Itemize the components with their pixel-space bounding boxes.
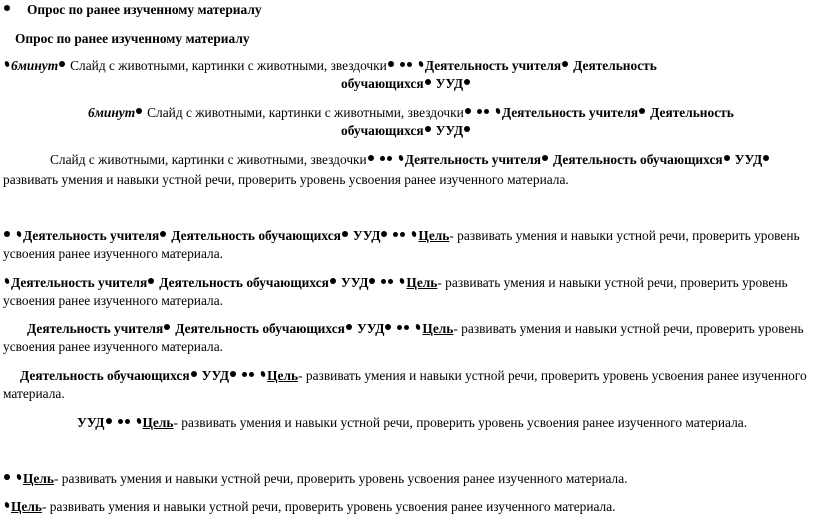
bullet-icon xyxy=(404,325,409,330)
minutes-label: 6минут xyxy=(11,58,59,73)
bullet-icon xyxy=(16,230,22,237)
goal-label: Цель xyxy=(418,228,450,243)
bullet-icon xyxy=(464,126,470,132)
bullet-icon xyxy=(148,278,154,284)
bullet-icon xyxy=(230,371,236,377)
line-3b xyxy=(341,76,471,92)
bullet-icon xyxy=(242,372,247,377)
bullet-icon xyxy=(160,231,166,237)
goal-tail: усвоения ранее изученного материала. xyxy=(3,293,223,308)
line-4b xyxy=(341,123,471,139)
bullet-icon xyxy=(136,108,142,114)
teacher-label: Деятельность учителя xyxy=(23,228,160,243)
line-9a xyxy=(20,368,807,384)
goal-text: - развивать умения и навыки устной речи, проверить уровень усвоения ранее изученного xyxy=(298,368,807,383)
bullet-icon xyxy=(398,154,404,161)
goal-text: - развивать умения и навыки устной речи, проверить уровень xyxy=(453,321,804,336)
bullet-icon xyxy=(484,109,489,114)
line-11 xyxy=(3,471,628,487)
bullet-icon xyxy=(346,324,352,330)
uud-label: УУД xyxy=(435,123,464,138)
students-full-label: Деятельность обучающихся xyxy=(175,321,345,336)
heading-2: Опрос по ранее изученному материалу xyxy=(15,31,250,46)
line-5b xyxy=(3,172,569,188)
goal-label: Цель xyxy=(422,321,454,336)
bullet-icon xyxy=(191,371,197,377)
bullet-icon xyxy=(465,108,471,114)
bullet-icon xyxy=(562,61,568,67)
students-full-label: Деятельность обучающихся xyxy=(553,152,723,167)
line-2 xyxy=(15,31,250,47)
bullet-icon xyxy=(425,126,431,132)
bullet-icon xyxy=(125,419,130,424)
bullet-icon xyxy=(418,60,424,67)
uud-label: УУД xyxy=(352,228,381,243)
bullet-icon xyxy=(477,109,482,114)
bullet-icon xyxy=(4,277,10,284)
uud-label: УУД xyxy=(201,368,230,383)
bullet-icon xyxy=(400,232,405,237)
line-7a xyxy=(3,275,788,291)
line-7b xyxy=(3,293,223,309)
bullet-icon xyxy=(400,62,405,67)
bullet-icon xyxy=(399,277,405,284)
bullet-icon xyxy=(542,155,548,161)
students-label: Деятельность xyxy=(573,58,657,73)
bullet-icon xyxy=(164,324,170,330)
bullet-icon xyxy=(4,60,10,67)
students-word: обучающихся xyxy=(341,76,424,91)
bullet-icon xyxy=(411,230,417,237)
bullet-icon xyxy=(342,231,348,237)
line-9b xyxy=(3,386,65,402)
goal-label: Цель xyxy=(11,499,42,514)
goal-label: Цель xyxy=(23,471,54,486)
students-full-label: Деятельность обучающихся xyxy=(20,368,190,383)
goal-label: Цель xyxy=(406,275,438,290)
bullet-icon xyxy=(260,370,266,377)
bullet-icon xyxy=(4,474,10,480)
line-4a xyxy=(88,105,734,121)
goal-body: развивать умения и навыки устной речи, проверить уровень усвоения ранее изученного материала. xyxy=(3,172,569,187)
heading-1: Опрос по ранее изученному материалу xyxy=(27,2,262,17)
bullet-icon xyxy=(385,324,391,330)
bullet-icon xyxy=(381,279,386,284)
line-10 xyxy=(77,415,747,431)
uud-label: УУД xyxy=(77,415,105,430)
goal-label: Цель xyxy=(267,368,299,383)
students-word: обучающихся xyxy=(341,123,424,138)
goal-tail: усвоения ранее изученного материала. xyxy=(3,246,223,261)
teacher-label: Деятельность учителя xyxy=(501,105,639,120)
line-6b xyxy=(3,246,223,262)
line-12 xyxy=(3,499,616,515)
bullet-icon xyxy=(106,418,112,424)
bullet-icon xyxy=(763,155,769,161)
minutes-label: 6минут xyxy=(88,105,136,120)
bullet-icon xyxy=(16,473,22,480)
line-8a xyxy=(27,321,804,337)
goal-text: - развивать умения и навыки устной речи, проверить уровень усвоения ранее изученного материала. xyxy=(53,471,628,486)
bullet-icon xyxy=(4,501,10,508)
goal-text: - развивать умения и навыки устной речи, проверить уровень усвоения ранее изученного материала. xyxy=(41,499,616,514)
bullet-icon xyxy=(330,278,336,284)
uud-label: УУД xyxy=(734,152,763,167)
bullet-icon xyxy=(464,79,470,85)
bullet-icon xyxy=(393,232,398,237)
teacher-label: Деятельность учителя xyxy=(27,321,164,336)
bullet-icon xyxy=(136,417,142,424)
bullet-icon xyxy=(4,231,10,237)
teacher-label: Деятельность учителя xyxy=(404,152,542,167)
bullet-icon xyxy=(397,325,402,330)
bullet-icon xyxy=(381,231,387,237)
line-1 xyxy=(3,2,262,18)
uud-label: УУД xyxy=(435,76,464,91)
bullet-icon xyxy=(249,372,254,377)
bullet-icon xyxy=(388,279,393,284)
goal-tail: усвоения ранее изученного материала. xyxy=(3,339,223,354)
bullet-icon xyxy=(724,155,730,161)
students-full-label: Деятельность обучающихся xyxy=(159,275,329,290)
bullet-icon xyxy=(4,5,10,11)
bullet-icon xyxy=(369,278,375,284)
goal-text: - развивать умения и навыки устной речи, проверить уровень xyxy=(449,228,800,243)
bullet-icon xyxy=(387,156,392,161)
slide-text: Слайд с животными, картинки с животными, звездочки xyxy=(147,105,464,120)
bullet-icon xyxy=(425,79,431,85)
uud-label: УУД xyxy=(340,275,369,290)
slide-text: Слайд с животными, картинки с животными, звездочки xyxy=(70,58,387,73)
teacher-label: Деятельность учителя xyxy=(424,58,562,73)
goal-text: - развивать умения и навыки устной речи, проверить уровень xyxy=(437,275,788,290)
bullet-icon xyxy=(415,323,421,330)
line-5a xyxy=(50,152,770,168)
bullet-icon xyxy=(368,155,374,161)
bullet-icon xyxy=(380,156,385,161)
bullet-icon xyxy=(639,108,645,114)
slide-text: Слайд с животными, картинки с животными, звездочки xyxy=(50,152,367,167)
students-label: Деятельность xyxy=(650,105,734,120)
goal-tail: материала. xyxy=(3,386,65,401)
goal-label: Цель xyxy=(142,415,174,430)
bullet-icon xyxy=(495,107,501,114)
line-8b xyxy=(3,339,223,355)
teacher-label: Деятельность учителя xyxy=(11,275,148,290)
bullet-icon xyxy=(388,61,394,67)
line-6a xyxy=(3,228,800,244)
bullet-icon xyxy=(118,419,123,424)
bullet-icon xyxy=(407,62,412,67)
goal-text: - развивать умения и навыки устной речи, проверить уровень усвоения ранее изученного материала. xyxy=(173,415,748,430)
students-full-label: Деятельность обучающихся xyxy=(171,228,341,243)
bullet-icon xyxy=(59,61,65,67)
uud-label: УУД xyxy=(356,321,385,336)
line-3a xyxy=(3,58,657,74)
